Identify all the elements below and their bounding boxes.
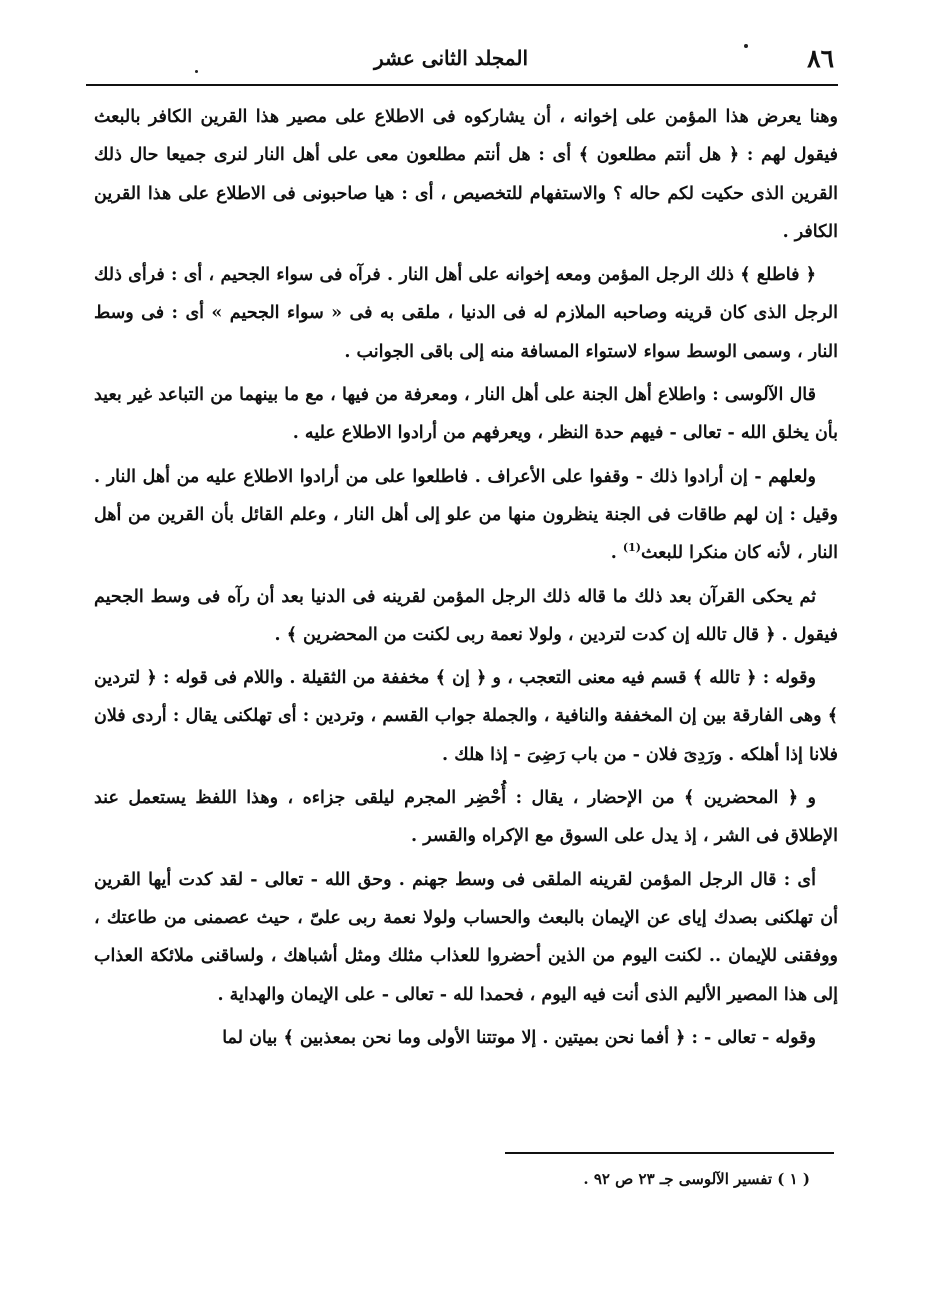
main-text <box>94 98 838 1062</box>
footnote-marker: (1) <box>622 541 641 555</box>
print-speck <box>195 70 198 73</box>
header-rule <box>86 84 838 86</box>
paragraph-text: ولعلهم - إن أرادوا ذلك - وقفوا على الأعراف . فاطلعوا على من أرادوا الاطلاع عليه من أهل النار . وقيل : إن لهم طاقات فى الجنة ينظرون منها من علو إلى أهل النار ، وعلم القائل بأن القرين من أهل النار ، لأنه كان منكرا للبعث <box>94 466 838 564</box>
print-speck <box>744 44 748 48</box>
paragraph: وقوله : ﴿ تالله ﴾ قسم فيه معنى التعجب ، و ﴿ إن ﴾ مخففة من الثقيلة . واللام فى قوله : ﴿ لتردين ﴾ وهى الفارقة بين إن المخففة والنافية ، والجملة جواب القسم ، وتردين : أى تهلكنى يقال : أردى فلان فلانا إذا أهلكه . ورَدِىَ فلان - من باب رَضِىَ - إذا هلك . <box>94 668 838 765</box>
paragraph: وقوله - تعالى - : ﴿ أفما نحن بميتين . إلا موتتنا الأولى وما نحن بمعذبين ﴾ بيان لما <box>222 1027 816 1048</box>
paragraph: قال الآلوسى : واطلاع أهل الجنة على أهل النار ، ومعرفة من فيها ، مع ما بينهما من التباعد غير بعيد بأن يخلق الله - تعالى - فيهم حدة النظر ، ويعرفهم من أرادوا الاطلاع عليه . <box>94 385 838 444</box>
paragraph-end: . <box>610 543 623 564</box>
footnote-rule <box>505 1152 834 1154</box>
volume-title: المجلد الثانى عشر <box>374 46 528 70</box>
paragraph-with-footnote <box>94 458 838 573</box>
page-number: ٨٦ <box>807 44 834 73</box>
paragraph: و ﴿ المحضرين ﴾ من الإحضار ، يقال : أُحْضِر المجرم ليلقى جزاءه ، وهذا اللفظ يستعمل عند الإطلاق فى الشر ، إذ يدل على السوق مع الإكراه والقسر . <box>94 788 838 847</box>
paragraph: ﴿ فاطلع ﴾ ذلك الرجل المؤمن ومعه إخوانه على أهل النار . فرآه فى سواء الجحيم ، أى : فرأى ذلك الرجل الذى كان قرينه وصاحبه الملازم له فى الدنيا ، ملقى به فى « سواء الجحيم » أى : فى وسط النار ، وسمى الوسط سواء لاستواء المسافة منه إلى باقى الجوانب . <box>94 265 838 362</box>
paragraph: ثم يحكى القرآن بعد ذلك ما قاله ذلك الرجل المؤمن لقرينه فى الدنيا بعد أن رآه فى وسط الجحيم فيقول . ﴿ قال تالله إن كدت لتردين ، ولولا نعمة ربى لكنت من المحضرين ﴾ . <box>94 586 838 645</box>
paragraph: أى : قال الرجل المؤمن لقرينه الملقى فى وسط جهنم . وحق الله - تعالى - لقد كدت أيها القرين أن تهلكنى بصدك إياى عن الإيمان بالبعث والحساب ولولا نعمة ربى علىّ ، حيث عصمنى من طاعتك ، ووفقنى للإيمان .. لكنت اليوم من الذين أحضروا للعذاب مثلك ومثل أشباهك ، ولساقنى ملائكة العذاب إلى هذا المصير الأليم الذى أنت فيه اليوم ، فحمدا لله - تعالى - على الإيمان والهداية . <box>94 869 838 1005</box>
page-header <box>88 40 838 80</box>
paragraph: وهنا يعرض هذا المؤمن على إخوانه ، أن يشاركوه فى الاطلاع على مصير هذا القرين الكافر بالبعث فيقول لهم : ﴿ هل أنتم مطلعون ﴾ أى : هل أنتم مطلعون معى على أهل النار لنرى جميعا حال ذلك القرين الذى حكيت لكم حاله ؟ والاستفهام للتخصيص ، أى : هيا صاحبونى فى الاطلاع على هذا القرين الكافر . <box>94 107 838 242</box>
footnote: ( ١ ) تفسير الآلوسى جـ ٢٣ ص ٩٢ . <box>583 1170 810 1188</box>
